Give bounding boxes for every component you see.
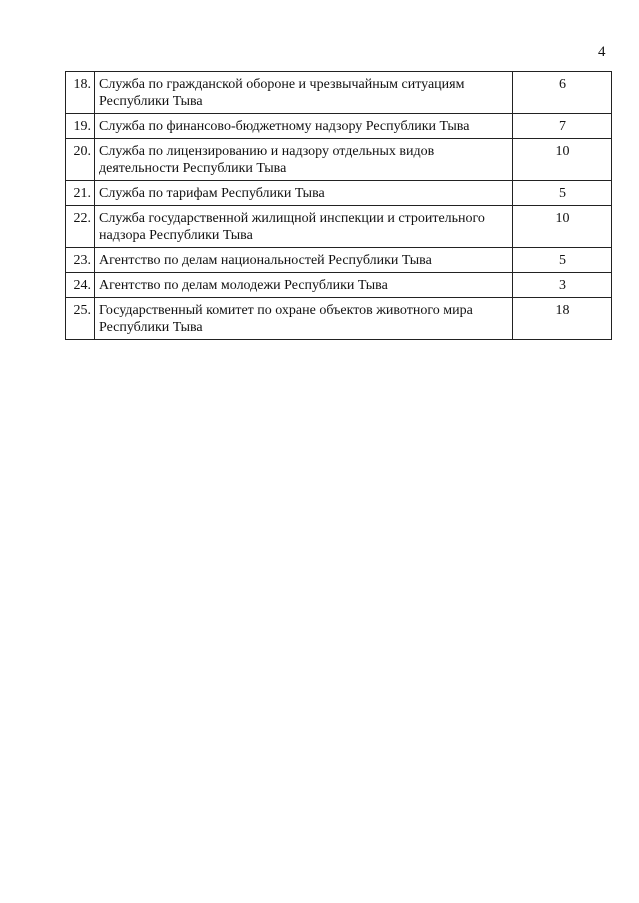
table-row [66, 181, 612, 206]
row-number: 22. [66, 206, 95, 248]
table-row [66, 206, 612, 248]
row-number: 24. [66, 273, 95, 298]
agency-name: Служба по тарифам Республики Тыва [95, 181, 513, 206]
row-number: 20. [66, 139, 95, 181]
agency-name: Служба по гражданской обороне и чрезвычайным ситуациям Республики Тыва [95, 72, 513, 114]
agency-name: Служба по финансово-бюджетному надзору Республики Тыва [95, 114, 513, 139]
row-value: 10 [513, 206, 612, 248]
row-number: 19. [66, 114, 95, 139]
page-number: 4 [598, 44, 606, 60]
agency-name: Агентство по делам молодежи Республики Тыва [95, 273, 513, 298]
agency-name: Государственный комитет по охране объектов животного мира Республики Тыва [95, 298, 513, 340]
row-number: 25. [66, 298, 95, 340]
agencies-table [65, 71, 612, 340]
row-value: 7 [513, 114, 612, 139]
table-row [66, 139, 612, 181]
row-number: 18. [66, 72, 95, 114]
row-value: 5 [513, 248, 612, 273]
row-value: 6 [513, 72, 612, 114]
row-number: 21. [66, 181, 95, 206]
table-row [66, 273, 612, 298]
table-row [66, 248, 612, 273]
row-value: 5 [513, 181, 612, 206]
table-row [66, 114, 612, 139]
row-value: 18 [513, 298, 612, 340]
row-number: 23. [66, 248, 95, 273]
row-value: 3 [513, 273, 612, 298]
table-row [66, 72, 612, 114]
row-value: 10 [513, 139, 612, 181]
agency-name: Служба по лицензированию и надзору отдельных видов деятельности Республики Тыва [95, 139, 513, 181]
agency-name: Служба государственной жилищной инспекции и строительного надзора Республики Тыва [95, 206, 513, 248]
agency-name: Агентство по делам национальностей Республики Тыва [95, 248, 513, 273]
table-row [66, 298, 612, 340]
